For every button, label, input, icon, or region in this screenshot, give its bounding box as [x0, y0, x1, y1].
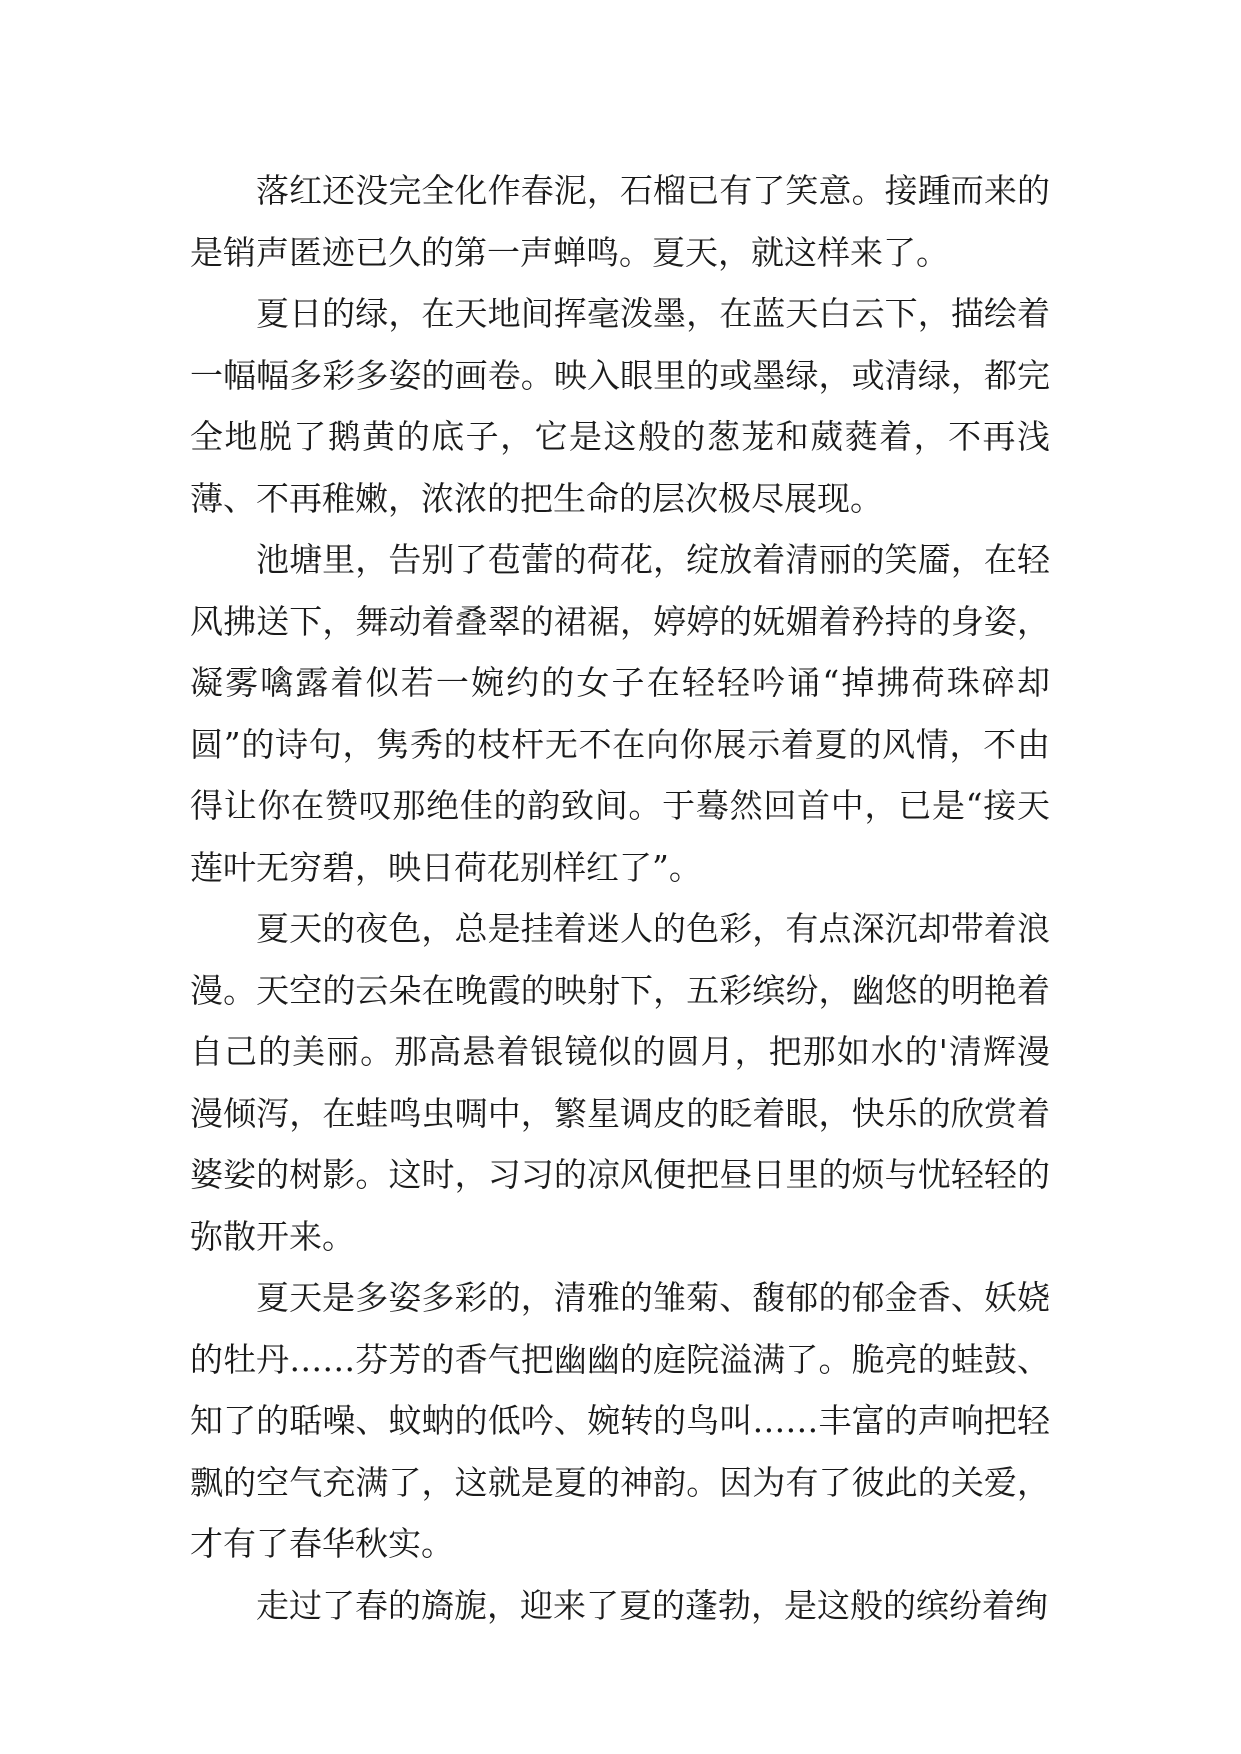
paragraph-6: 走过了春的旖旎，迎来了夏的蓬勃，是这般的缤纷着绚: [256, 1585, 1048, 1625]
paragraph-3: 池塘里，告别了苞蕾的荷花，绽放着清丽的笑靥，在轻风拂送下，舞动着叠翠的裙裾，婷婷的妩媚着矜持的身姿，凝雾噙露着似若一婉约的女子在轻轻吟诵“掉拂荷珠碎却圆”的诗句，隽秀的枝杆无不在向你展示着夏的风情，不由得让你在赞叹那绝佳的韵致间。于蓦然回首中，已是“接天莲叶无穷碧，映日荷花别样红了”。: [190, 540, 1050, 887]
paragraph-4: 夏天的夜色，总是挂着迷人的色彩，有点深沉却带着浪漫。天空的云朵在晚霞的映射下，五彩缤纷，幽悠的明艳着自己的美丽。那高悬着银镜似的圆月，把那如水的'清辉漫漫倾泻，在蛙鸣虫啁中，繁星调皮的眨着眼，快乐的欣赏着婆娑的树影。这时，习习的凉风便把昼日里的烦与忧轻轻的弥散开来。: [190, 909, 1050, 1256]
paragraph-2: 夏日的绿，在天地间挥毫泼墨，在蓝天白云下，描绘着一幅幅多彩多姿的画卷。映入眼里的或墨绿，或清绿，都完全地脱了鹅黄的底子，它是这般的葱茏和葳蕤着，不再浅薄、不再稚嫩，浓浓的把生命的层次极尽展现。: [190, 294, 1050, 518]
paragraph-1: 落红还没完全化作春泥，石榴已有了笑意。接踵而来的是销声匿迹已久的第一声蝉鸣。夏天，就这样来了。: [190, 171, 1050, 272]
paragraph-5: 夏天是多姿多彩的，清雅的雏菊、馥郁的郁金香、妖娆的牡丹……芬芳的香气把幽幽的庭院溢满了。脆亮的蛙鼓、知了的聒噪、蚊蚋的低吟、婉转的鸟叫……丰富的声响把轻飘的空气充满了，这就是夏的神韵。因为有了彼此的关爱，才有了春华秋实。: [190, 1278, 1050, 1563]
document-body: [190, 160, 1050, 1636]
